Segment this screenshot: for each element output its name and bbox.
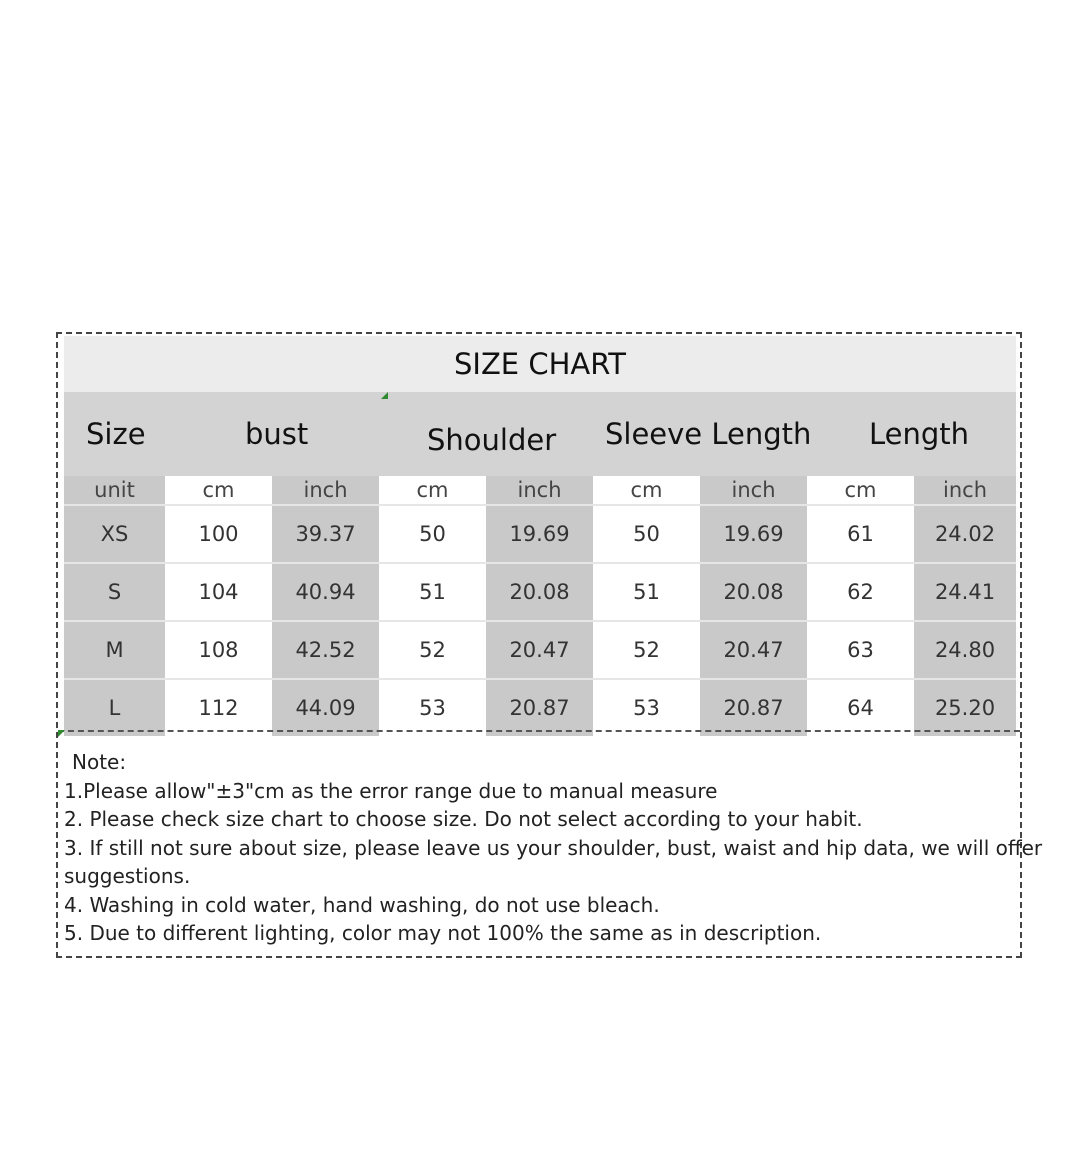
size-cell: L: [64, 679, 165, 736]
size-cell: S: [64, 563, 165, 621]
value-cell: 24.80: [914, 621, 1016, 679]
value-cell: 42.52: [272, 621, 379, 679]
value-cell: 53: [593, 679, 700, 736]
value-cell: 63: [807, 621, 914, 679]
value-cell: 100: [165, 505, 272, 563]
value-cell: 20.08: [486, 563, 593, 621]
size-chart-sheet: [56, 332, 1043, 958]
column-header-row: [64, 392, 1016, 476]
note-item: suggestions.: [64, 864, 191, 888]
value-cell: 112: [165, 679, 272, 736]
unit-row: [64, 476, 1016, 505]
value-cell: 39.37: [272, 505, 379, 563]
note-item: 1.Please allow"±3"cm as the error range due to manual measure: [64, 778, 718, 803]
corner-marker: [381, 392, 388, 399]
unit-cell: inch: [914, 476, 1016, 505]
corner-marker: [58, 730, 65, 737]
table-row: [64, 505, 1016, 563]
value-cell: 51: [593, 563, 700, 621]
value-cell: 50: [593, 505, 700, 563]
value-cell: 53: [379, 679, 486, 736]
unit-cell: cm: [165, 476, 272, 505]
value-cell: 104: [165, 563, 272, 621]
value-cell: 20.87: [486, 679, 593, 736]
value-cell: 19.69: [486, 505, 593, 563]
size-cell: M: [64, 621, 165, 679]
value-cell: 61: [807, 505, 914, 563]
size-chart-title: [64, 336, 1016, 392]
note-item: 2. Please check size chart to choose size. Do not select according to your habit.: [64, 807, 863, 831]
value-cell: 40.94: [272, 563, 379, 621]
header-shoulder: Shoulder: [427, 423, 557, 457]
note-item: 5. Due to different lighting, color may not 100% the same as in description.: [64, 921, 822, 945]
value-cell: 19.69: [700, 505, 807, 563]
unit-label: unit: [64, 476, 165, 505]
value-cell: 44.09: [272, 679, 379, 736]
value-cell: 51: [379, 563, 486, 621]
value-cell: 50: [379, 505, 486, 563]
table-row: [64, 679, 1016, 736]
note-item: 4. Washing in cold water, hand washing, do not use bleach.: [64, 892, 660, 917]
value-cell: 20.47: [486, 621, 593, 679]
unit-cell: inch: [272, 476, 379, 505]
header-length: Length: [869, 417, 970, 451]
value-cell: 52: [593, 621, 700, 679]
value-cell: 108: [165, 621, 272, 679]
table-row: [64, 563, 1016, 621]
unit-cell: cm: [379, 476, 486, 505]
value-cell: 62: [807, 563, 914, 621]
title-text: SIZE CHART: [453, 347, 627, 381]
notes-heading: Note:: [72, 750, 127, 774]
value-cell: 25.20: [914, 679, 1016, 736]
table-row: [64, 621, 1016, 679]
notes-divider: [58, 730, 1020, 732]
value-cell: 64: [807, 679, 914, 736]
header-bust: bust: [245, 417, 309, 451]
value-cell: 20.47: [700, 621, 807, 679]
header-sleeve-length: Sleeve Length: [605, 417, 812, 451]
unit-cell: cm: [807, 476, 914, 505]
value-cell: 24.41: [914, 563, 1016, 621]
size-table: [64, 476, 1016, 736]
note-item: 3. If still not sure about size, please leave us your shoulder, bust, waist and hip data, we will offer: [64, 835, 1043, 860]
value-cell: 24.02: [914, 505, 1016, 563]
size-cell: XS: [64, 505, 165, 563]
value-cell: 52: [379, 621, 486, 679]
header-size: Size: [86, 417, 146, 451]
notes-section: [64, 748, 1043, 948]
value-cell: 20.08: [700, 563, 807, 621]
unit-cell: inch: [700, 476, 807, 505]
unit-cell: inch: [486, 476, 593, 505]
unit-cell: cm: [593, 476, 700, 505]
value-cell: 20.87: [700, 679, 807, 736]
